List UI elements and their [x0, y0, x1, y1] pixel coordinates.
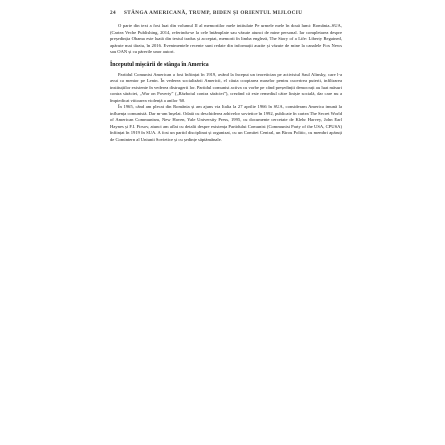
running-head-title: STÂNGA AMERICANĂ, TRUMP, BIDEN ȘI ORIENTUL MIJLOCIU [124, 10, 303, 16]
book-page [110, 10, 342, 143]
intro-paragraph: O parte din text a fost luat din volumul II al memoriilor mele intitulate Pe urmele mele în două lumi: România–SUA, (Cartea Veche Publishing, 2014, referindu-se la cele întâmplate sau văzute atunci de mine personal. Iar completarea despre președinția Obama este luată din textul tradus și acceptat, memorii în limba engleză, The Story of a Life: Liberty Regained, apărute mai târziu, în 2016. Evenimentele recente sunt redate din informații auzite și văzute de mine la canalele Fox News sau OAN și cu părerile unor autori. [110, 23, 342, 54]
running-head [110, 10, 342, 16]
section-heading: Începutul mișcării de stânga în America [110, 61, 209, 68]
section-body [110, 72, 342, 144]
body-paragraph-2: În 1965, când am plecat din România și am ajuns via Italia la 27 aprilie 1966 în SUA, consideram America imună la influența comunistă. Dar m-am înșelat. Odată cu deschiderea arhivelor sovietice în 1992, publicate în cartea The Secret World of American Communism, New Haven, Yale University Press, 1995, cu documente cercetate de Klehr Harvey, John Earl Haynes și F.I. Firsov, atunci am aflat cu detalii despre existența Partidului Comunist (Communist Party of the USA, CPUSA) înființat în 1919 în SUA. A fost un partid disciplinat și organizat, cu un Comitet Central, un Birou Politic, cu membri apăruți de Comintern al Uniunii Sovietice și cu ședințe săptămânale. [110, 104, 342, 142]
body-paragraph-1: Partidul Comunist American a fost înființat în 1919, având la început un teoretician pe activistul Saul Alinsky, care l-a avut ca mentor pe Lenin. În vederea socializării Americii, el căuta cooptarea maselor pentru cucerirea puterii, infiltrarea instituțiilor existente în vederea distrugerii lor. Partidul comunist activa cu vorbe pe când președinții democrați au luat măsuri contra sărăciei, „War on Poverty” („Războiul contra sărăciei”), crezând că este remediul către liniște socială, dar care nu a împiedicat viitoarea violență a anilor '60. [110, 71, 342, 103]
page-number: 24 [110, 10, 116, 16]
